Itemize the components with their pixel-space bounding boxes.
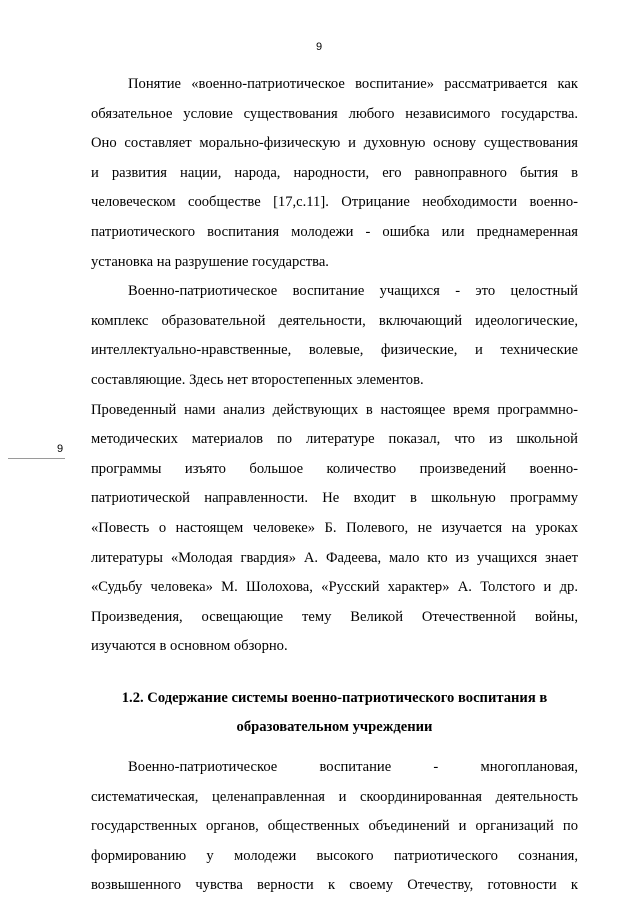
text-line: «Повесть о настоящем человеке» Б. Полевого, не изучается на уроках [91,519,578,536]
text-line: Произведения, освещающие тему Великой Отечественной войны, [91,608,578,625]
text-line: комплекс образовательной деятельности, включающий идеологические, [91,312,578,329]
text-line: Военно-патриотическое воспитание - многоплановая, [128,759,578,776]
margin-rule [8,458,65,459]
text-line: возвышенного чувства верности к своему Отечеству, готовности к [91,877,578,894]
text-line: изучаются в основном обзорно. [91,638,288,655]
text-line: составляющие. Здесь нет второстепенных элементов. [91,371,424,388]
section-heading [91,684,578,743]
text-line: патриотической направленности. Не входит в школьную программу [91,490,578,507]
text-line: Понятие «военно-патриотическое воспитание» рассматривается как [128,76,578,92]
paragraph-1 [91,70,578,277]
text-line: интеллектуально-нравственные, волевые, физические, и технические [91,342,578,359]
text-line: Проведенный нами анализ действующих в настоящее время программно- [91,401,578,418]
text-line: человеческом сообществе [17,с.11]. Отрицание необходимости военно- [91,194,578,211]
margin-note-number: 9 [57,443,64,455]
text-line: формированию у молодежи высокого патриотического сознания, [91,847,578,864]
page-number: 9 [315,41,323,53]
spacer [91,743,578,753]
text-line: Военно-патриотическое воспитание учащихся - это целостный [128,283,578,300]
text-line: методических материалов по литературе показал, что из школьной [91,431,578,448]
paragraph-3 [91,396,578,662]
heading-line: образовательном учреждении [236,719,433,736]
paragraph-4 [91,753,578,901]
text-line: и развития нации, народа, народности, его равноправного бытия в [91,164,578,181]
text-line: систематическая, целенаправленная и скоординированная деятельность [91,788,578,805]
paragraph-2 [91,277,578,395]
text-line: программы изъято большое количество произведений военно- [91,460,578,477]
text-line: литературы «Молодая гвардия» А. Фадеева, мало кто из учащихся знает [91,549,578,566]
text-line: обязательное условие существования любого независимого государства. [91,105,578,122]
document-body [91,70,578,901]
text-line: патриотического воспитания молодежи - ошибка или преднамеренная [91,223,578,240]
text-line: установка на разрушение государства. [91,253,329,270]
text-line: «Судьбу человека» М. Шолохова, «Русский характер» А. Толстого и др. [91,579,578,596]
heading-line: 1.2. Содержание системы военно-патриотического воспитания в [121,689,548,706]
spacer [91,662,578,684]
text-line: Оно составляет морально-физическую и духовную основу существования [91,135,578,152]
text-line: государственных органов, общественных объединений и организаций по [91,818,578,835]
